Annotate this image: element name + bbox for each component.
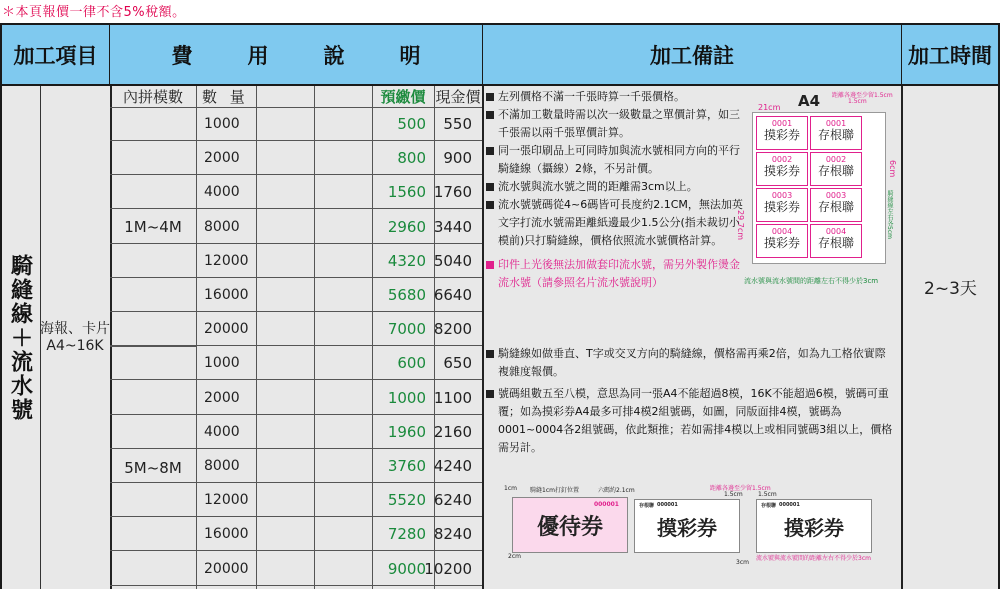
dim-15a: 1.5cm <box>724 491 743 498</box>
prepaid-cell: 500 <box>397 115 426 133</box>
prepaid-cell: 5520 <box>387 491 426 510</box>
raffle-ticket <box>756 116 808 150</box>
note-item <box>486 106 744 142</box>
bullet-icon <box>486 350 494 358</box>
qty-cell: 8000 <box>204 218 240 235</box>
ticket-label: 摸彩券 <box>763 128 800 142</box>
gap-note: 流水號與流水號間的距離左右不得少於3cm <box>756 555 871 562</box>
bullet-icon <box>486 93 494 101</box>
dim-15b: 1.5cm <box>758 491 777 498</box>
ticket-num: 0001 <box>825 119 847 128</box>
prepaid-cell: 9000 <box>387 559 426 578</box>
prepaid-cell: 3760 <box>387 457 426 475</box>
note-text: 號碼組數五至八模，意思為同一張A4不能超過8模，16K不能超過6模，號碼可重覆；如為摸彩券A4最多可排4模2組號碼，如圖，同版面排4模，號碼為0001~0004各2組號碼，依此類推；若如需排4模以上或相同號碼3組以上，價格需另計。 <box>498 387 893 454</box>
stub-ticket <box>810 152 862 186</box>
qty-cell: 20000 <box>204 321 249 338</box>
cash-cell: 550 <box>443 115 472 133</box>
tax-notice: ＊本頁報價一律不含5%稅額。 <box>2 5 186 20</box>
item-sub-line: A4~16K <box>46 337 104 354</box>
qty-cell: 2000 <box>204 389 240 406</box>
ticket-num: 0001 <box>771 119 793 128</box>
raffle-ticket <box>756 188 808 222</box>
ticket-label: 摸彩券 <box>763 200 800 214</box>
ticket-label: 存根聯 <box>817 200 854 214</box>
bullet-icon <box>486 201 494 209</box>
prepaid-cell: 4320 <box>387 251 426 270</box>
qty-cell: 8000 <box>204 458 240 474</box>
raffle-num: 000001 <box>779 502 800 508</box>
mold-group-1: 1M~4M <box>124 218 182 236</box>
ticket-label: 存根聯 <box>817 164 854 178</box>
note-item <box>486 142 744 178</box>
dim-perf: 騎縫線左右各5cm <box>886 190 893 239</box>
qty-cell: 4000 <box>204 423 240 440</box>
coupon-num: 000001 <box>593 501 619 508</box>
ticket-num: 0003 <box>825 191 847 200</box>
cash-cell: 650 <box>443 354 472 373</box>
th-cash: 現金價 <box>435 88 481 106</box>
dim-2cm: 2cm <box>508 553 521 560</box>
raffle-title: 摸彩券 <box>784 515 844 540</box>
prepaid-cell: 600 <box>397 354 426 373</box>
coupon-sample <box>500 483 880 568</box>
qty-cell: 16000 <box>204 287 249 303</box>
qty-cell: 4000 <box>204 184 240 201</box>
dim-edge: 距離各邊至少留1.5cm <box>832 92 893 99</box>
note-text: 不滿加工數量時需以次一級數量之單價計算，如三千張需以兩千張單價計算。 <box>498 108 740 139</box>
a4-layout-diagram <box>736 90 900 290</box>
ticket-label: 摸彩券 <box>763 236 800 250</box>
header-fee-char: 明 <box>399 43 421 68</box>
cash-cell: 3440 <box>433 217 472 236</box>
ticket-num: 0004 <box>825 227 847 236</box>
gap-note: 流水號與流水號間的距離左右不得少於3cm <box>744 277 879 285</box>
raffle-title: 摸彩券 <box>657 515 717 540</box>
raffle-ticket <box>756 152 808 186</box>
bullet-icon <box>486 390 494 398</box>
header-fee-char: 費 <box>171 43 193 68</box>
cash-cell: 1760 <box>433 183 472 202</box>
edge-note: 距離各邊至少留1.5cm <box>710 485 771 492</box>
qty-cell: 16000 <box>204 526 249 543</box>
prepaid-cell: 7000 <box>387 320 426 339</box>
price-table-header <box>110 86 482 108</box>
item-name-text: 騎縫線＋流水號 <box>7 253 33 422</box>
dim-width: 21cm <box>758 103 781 112</box>
paper-size: A4 <box>798 92 821 110</box>
dim-15: 1.5cm <box>848 98 867 105</box>
raffle-num: 000001 <box>657 502 678 508</box>
col-divider <box>482 86 484 589</box>
note-text: 同一張印刷品上可同時加與流水號相同方向的平行騎縫線（攝線）2條，不另計價。 <box>498 144 740 175</box>
qty-cell: 20000 <box>204 560 249 577</box>
cash-cell: 4240 <box>433 457 472 475</box>
cash-cell: 1100 <box>433 388 472 407</box>
th-mold: 內拼模數 <box>122 88 183 106</box>
th-qty: 數 量 <box>202 88 249 106</box>
stub-ticket <box>810 224 862 258</box>
raffle-card-2 <box>756 499 872 553</box>
bullet-icon <box>486 183 494 191</box>
qty-cell: 12000 <box>204 492 249 509</box>
ticket-num: 0003 <box>771 191 793 200</box>
note-item <box>486 345 896 381</box>
processing-time: 2~3天 <box>924 278 977 299</box>
note-item <box>486 385 896 457</box>
raffle-ticket <box>756 224 808 258</box>
prepaid-cell: 7280 <box>387 525 426 544</box>
qty-cell: 2000 <box>204 150 240 167</box>
coupon-card <box>512 497 628 553</box>
th-prepaid: 預繳價 <box>380 88 426 106</box>
note-text: 騎縫線如做垂直、T字或交叉方向的騎縫線，價格需再乘2倍，如為九工格依實際複雜度報價。 <box>498 347 886 378</box>
note-item-pink <box>486 256 744 292</box>
header-fee-char: 說 <box>323 43 345 68</box>
note-item <box>486 178 744 196</box>
cash-cell: 6640 <box>433 286 472 304</box>
prepaid-cell: 2960 <box>387 217 426 236</box>
cash-cell: 10200 <box>424 559 472 578</box>
header-notes: 加工備註 <box>482 23 902 86</box>
prepaid-cell: 800 <box>397 149 426 168</box>
header-time: 加工時間 <box>901 23 1000 86</box>
perf-note: 騎縫1cm打釘位置 <box>530 487 579 494</box>
item-sub-line: 海報、卡片 <box>40 320 110 337</box>
header-fee-char: 用 <box>247 43 269 68</box>
note-text: 流水號號碼從4~6碼皆可長度約2.1CM，無法加英文字打流水號需距離紙邊最少1.5公分(指未裁切小模前)只打騎縫線，價格依照流水號價格計算。 <box>498 198 743 247</box>
notes-bottom <box>486 345 896 457</box>
ticket-label: 存根聯 <box>817 236 854 250</box>
ticket-num: 0002 <box>771 155 793 164</box>
qty-cell: 1000 <box>204 355 240 372</box>
raffle-label: 存根聯 <box>761 503 777 509</box>
num-length: 六碼約2.1cm <box>598 487 635 494</box>
prepaid-cell: 1000 <box>387 388 426 407</box>
note-text: 印件上光後無法加做套印流水號，需另外製作燙金流水號（請參照名片流水號說明） <box>498 258 740 289</box>
note-text: 左列價格不滿一千張時算一千張價格。 <box>498 90 685 103</box>
bullet-icon <box>486 261 494 269</box>
dim-height: 29.7cm <box>736 210 745 241</box>
raffle-card-1 <box>634 499 740 553</box>
ticket-num: 0002 <box>825 155 847 164</box>
ticket-label: 存根聯 <box>817 128 854 142</box>
raffle-label: 存根聯 <box>639 503 655 509</box>
cash-cell: 6240 <box>433 491 472 510</box>
cash-cell: 5040 <box>433 251 472 270</box>
header-fee <box>109 23 483 86</box>
item-sub <box>40 86 110 589</box>
prepaid-cell: 1960 <box>387 422 426 441</box>
prepaid-cell: 5680 <box>387 286 426 304</box>
dim-3cm: 3cm <box>736 559 749 566</box>
qty-cell: 1000 <box>204 116 240 132</box>
note-item <box>486 88 744 106</box>
stub-ticket <box>810 116 862 150</box>
cash-cell: 8200 <box>433 320 472 339</box>
qty-cell: 12000 <box>204 252 249 269</box>
mold-group-2: 5M~8M <box>124 459 182 477</box>
ticket-num: 0004 <box>771 227 793 236</box>
cash-cell: 8240 <box>433 525 472 544</box>
item-name <box>0 86 40 589</box>
header-item: 加工項目 <box>0 23 110 86</box>
cash-cell: 900 <box>443 149 472 168</box>
bullet-icon <box>486 111 494 119</box>
notes-top <box>486 88 744 292</box>
prepaid-cell: 1560 <box>387 183 426 202</box>
coupon-title: 優待券 <box>536 514 603 540</box>
note-text: 流水號與流水號之間的距離需3cm以上。 <box>498 180 698 193</box>
dim-1cm: 1cm <box>504 485 517 492</box>
cash-cell: 2160 <box>433 422 472 441</box>
bullet-icon <box>486 147 494 155</box>
ticket-label: 摸彩券 <box>763 164 800 178</box>
stub-ticket <box>810 188 862 222</box>
dim-6: 6cm <box>888 160 897 178</box>
note-item <box>486 196 744 250</box>
